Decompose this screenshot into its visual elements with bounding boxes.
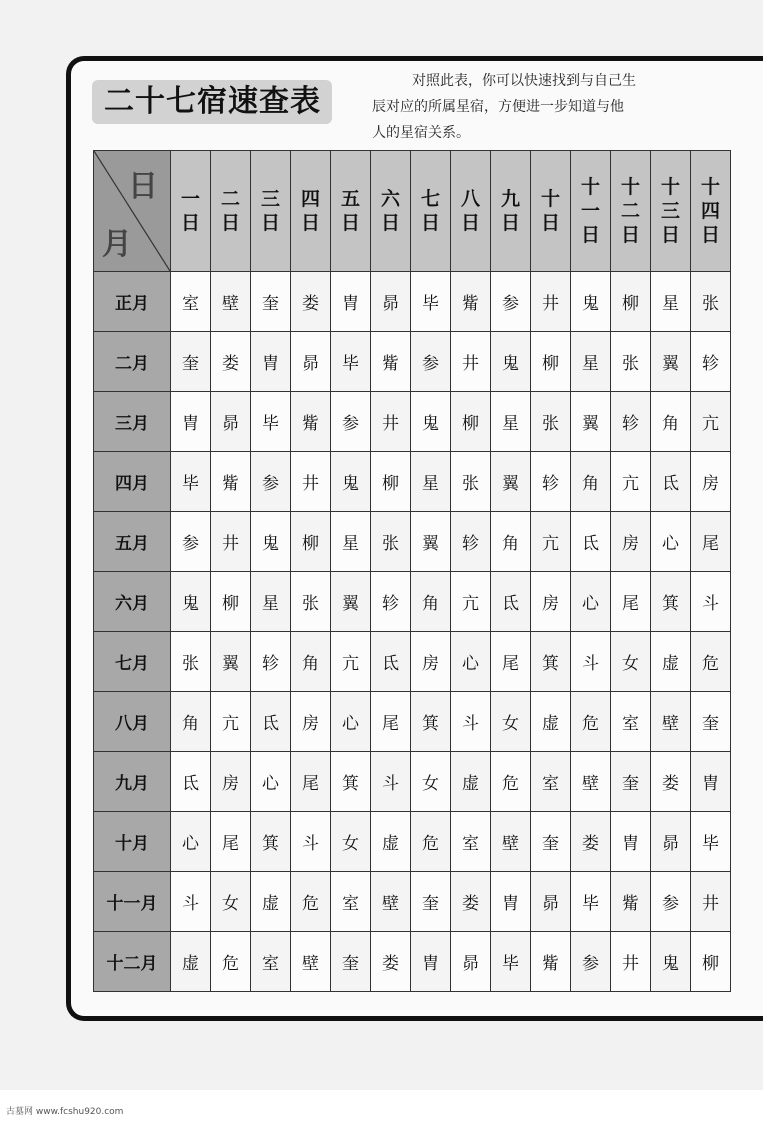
mansion-cell: 娄: [451, 872, 491, 932]
month-header: 六月: [94, 572, 171, 632]
mansion-cell: 角: [491, 512, 531, 572]
day-header-label: 十一日: [580, 176, 600, 246]
mansion-cell: 柳: [611, 272, 651, 332]
mansion-cell: 轸: [451, 512, 491, 572]
mansion-cell: 昴: [291, 332, 331, 392]
description-line: 人的星宿关系。: [372, 125, 470, 141]
mansion-cell: 张: [531, 392, 571, 452]
day-header-label: 六日: [380, 188, 400, 234]
table-row: [94, 692, 731, 752]
mansion-cell: 张: [611, 332, 651, 392]
mansion-cell: 轸: [251, 632, 291, 692]
mansion-cell: 轸: [531, 452, 571, 512]
description-line: 对照此表，你可以快速找到与自己生: [412, 73, 636, 89]
month-header: 正月: [94, 272, 171, 332]
mansion-cell: 尾: [291, 752, 331, 812]
table-row: [94, 812, 731, 872]
mansion-cell: 虚: [171, 932, 211, 992]
month-header: 二月: [94, 332, 171, 392]
mansion-cell: 壁: [491, 812, 531, 872]
mansion-cell: 女: [411, 752, 451, 812]
mansion-cell: 角: [411, 572, 451, 632]
day-header-label: 七日: [420, 188, 440, 234]
mansion-cell: 室: [251, 932, 291, 992]
mansion-cell: 井: [611, 932, 651, 992]
mansion-cell: 鬼: [251, 512, 291, 572]
mansion-cell: 亢: [331, 632, 371, 692]
mansion-cell: 虚: [251, 872, 291, 932]
mansion-cell: 奎: [171, 332, 211, 392]
day-header: [491, 151, 531, 272]
table-row: [94, 932, 731, 992]
table-row: [94, 452, 731, 512]
mansion-cell: 氐: [171, 752, 211, 812]
mansion-cell: 星: [491, 392, 531, 452]
mansion-cell: 井: [211, 512, 251, 572]
mansion-cell: 星: [251, 572, 291, 632]
corner-day-label: 日: [128, 169, 158, 204]
month-header: 三月: [94, 392, 171, 452]
month-header: 十一月: [94, 872, 171, 932]
mansion-cell: 角: [291, 632, 331, 692]
mansion-cell: 危: [291, 872, 331, 932]
mansion-cell: 张: [451, 452, 491, 512]
day-header: [411, 151, 451, 272]
mansion-cell: 房: [411, 632, 451, 692]
mansion-cell: 箕: [251, 812, 291, 872]
day-header: [171, 151, 211, 272]
mansion-cell: 斗: [691, 572, 731, 632]
mansion-cell: 女: [211, 872, 251, 932]
mansion-cell: 鬼: [491, 332, 531, 392]
mansion-cell: 鬼: [171, 572, 211, 632]
mansion-cell: 参: [171, 512, 211, 572]
mansion-cell: 房: [531, 572, 571, 632]
mansion-cell: 危: [691, 632, 731, 692]
day-header-label: 二日: [220, 188, 240, 234]
mansion-cell: 参: [651, 872, 691, 932]
mansion-cell: 壁: [571, 752, 611, 812]
mansion-cell: 胄: [251, 332, 291, 392]
mansion-cell: 虚: [651, 632, 691, 692]
mansion-cell: 氐: [251, 692, 291, 752]
mansion-cell: 危: [571, 692, 611, 752]
day-header-label: 十日: [540, 188, 560, 234]
day-header-label: 十二日: [620, 176, 640, 246]
mansion-cell: 毕: [331, 332, 371, 392]
mansion-cell: 女: [611, 632, 651, 692]
mansion-cell: 柳: [451, 392, 491, 452]
mansion-cell: 星: [651, 272, 691, 332]
mansion-cell: 张: [691, 272, 731, 332]
mansion-cell: 轸: [611, 392, 651, 452]
mansion-cell: 参: [571, 932, 611, 992]
mansion-cell: 柳: [691, 932, 731, 992]
mansion-cell: 室: [171, 272, 211, 332]
mansion-cell: 昴: [531, 872, 571, 932]
mansion-cell: 觜: [291, 392, 331, 452]
mansion-cell: 毕: [171, 452, 211, 512]
day-header-label: 五日: [340, 188, 360, 234]
mansion-cell: 女: [491, 692, 531, 752]
mansion-cell: 亢: [531, 512, 571, 572]
month-header: 七月: [94, 632, 171, 692]
mansion-cell: 壁: [371, 872, 411, 932]
mansion-cell: 虚: [371, 812, 411, 872]
mansion-cell: 亢: [451, 572, 491, 632]
mansion-cell: 参: [331, 392, 371, 452]
mansion-cell: 心: [451, 632, 491, 692]
mansion-cell: 鬼: [571, 272, 611, 332]
mansion-cell: 鬼: [331, 452, 371, 512]
mansion-cell: 角: [571, 452, 611, 512]
mansion-cell: 房: [211, 752, 251, 812]
mansion-cell: 室: [331, 872, 371, 932]
day-header-label: 十三日: [660, 176, 680, 246]
mansion-cell: 翼: [651, 332, 691, 392]
day-header: [251, 151, 291, 272]
mansion-cell: 毕: [571, 872, 611, 932]
mansion-cell: 觜: [451, 272, 491, 332]
mansion-cell: 尾: [371, 692, 411, 752]
mansion-cell: 昴: [371, 272, 411, 332]
description-line: 辰对应的所属星宿，方便进一步知道与他: [372, 99, 624, 115]
mansion-cell: 心: [171, 812, 211, 872]
mansion-cell: 箕: [651, 572, 691, 632]
mansion-cell: 危: [491, 752, 531, 812]
day-header-label: 四日: [300, 188, 320, 234]
mansion-cell: 娄: [571, 812, 611, 872]
day-header-label: 十四日: [700, 176, 720, 246]
day-header: [571, 151, 611, 272]
mansion-cell: 尾: [611, 572, 651, 632]
frame-corner: [740, 56, 763, 61]
mansion-cell: 虚: [451, 752, 491, 812]
mansion-cell: 奎: [611, 752, 651, 812]
mansion-cell: 危: [411, 812, 451, 872]
mansion-cell: 张: [291, 572, 331, 632]
mansion-cell: 昴: [451, 932, 491, 992]
corner-month-label: 月: [102, 227, 132, 262]
mansion-cell: 毕: [411, 272, 451, 332]
mansion-cell: 井: [531, 272, 571, 332]
table-row: [94, 392, 731, 452]
mansion-cell: 觜: [531, 932, 571, 992]
mansion-cell: 箕: [531, 632, 571, 692]
day-header: [451, 151, 491, 272]
source-watermark: 古墓网 www.fcshu920.com: [6, 1107, 124, 1117]
mansion-cell: 张: [171, 632, 211, 692]
month-header: 十月: [94, 812, 171, 872]
mansion-cell: 鬼: [411, 392, 451, 452]
mansion-cell: 房: [691, 452, 731, 512]
mansion-cell: 角: [651, 392, 691, 452]
table-row: [94, 872, 731, 932]
mansion-cell: 娄: [291, 272, 331, 332]
table-row: [94, 272, 731, 332]
mansion-cell: 斗: [371, 752, 411, 812]
day-header-label: 九日: [500, 188, 520, 234]
mansion-cell: 女: [331, 812, 371, 872]
mansion-cell: 翼: [411, 512, 451, 572]
mansion-cell: 尾: [691, 512, 731, 572]
mansion-cell: 娄: [211, 332, 251, 392]
mansion-cell: 柳: [211, 572, 251, 632]
mansion-cell: 心: [251, 752, 291, 812]
mansion-cell: 参: [411, 332, 451, 392]
lookup-table: [93, 150, 731, 992]
mansion-cell: 觜: [611, 872, 651, 932]
mansion-cell: 尾: [491, 632, 531, 692]
table-body: [94, 272, 731, 992]
day-header: [291, 151, 331, 272]
mansion-cell: 翼: [211, 632, 251, 692]
mansion-cell: 轸: [371, 572, 411, 632]
mansion-cell: 氐: [491, 572, 531, 632]
mansion-cell: 氐: [371, 632, 411, 692]
mansion-cell: 井: [291, 452, 331, 512]
table-row: [94, 752, 731, 812]
month-header: 八月: [94, 692, 171, 752]
mansion-cell: 娄: [651, 752, 691, 812]
table-row: [94, 632, 731, 692]
mansion-cell: 柳: [291, 512, 331, 572]
mansion-cell: 娄: [371, 932, 411, 992]
mansion-cell: 觜: [371, 332, 411, 392]
mansion-cell: 危: [211, 932, 251, 992]
day-header: [611, 151, 651, 272]
mansion-cell: 亢: [211, 692, 251, 752]
mansion-cell: 昴: [651, 812, 691, 872]
mansion-cell: 斗: [171, 872, 211, 932]
day-header: [211, 151, 251, 272]
mansion-cell: 奎: [411, 872, 451, 932]
month-header: 四月: [94, 452, 171, 512]
mansion-cell: 氐: [651, 452, 691, 512]
day-header: [531, 151, 571, 272]
month-header: 五月: [94, 512, 171, 572]
day-header: [331, 151, 371, 272]
mansion-cell: 室: [451, 812, 491, 872]
mansion-cell: 亢: [611, 452, 651, 512]
mansion-cell: 井: [451, 332, 491, 392]
mansion-cell: 斗: [451, 692, 491, 752]
mansion-cell: 轸: [691, 332, 731, 392]
mansion-cell: 奎: [331, 932, 371, 992]
mansion-cell: 胄: [411, 932, 451, 992]
mansion-cell: 尾: [211, 812, 251, 872]
table-row: [94, 512, 731, 572]
day-header: [691, 151, 731, 272]
day-header-label: 一日: [180, 188, 200, 234]
mansion-cell: 心: [331, 692, 371, 752]
day-header-label: 三日: [260, 188, 280, 234]
mansion-cell: 柳: [371, 452, 411, 512]
day-header: [371, 151, 411, 272]
day-header: [651, 151, 691, 272]
mansion-cell: 壁: [651, 692, 691, 752]
mansion-cell: 毕: [691, 812, 731, 872]
mansion-cell: 箕: [331, 752, 371, 812]
mansion-cell: 张: [371, 512, 411, 572]
mansion-cell: 胄: [491, 872, 531, 932]
mansion-cell: 氐: [571, 512, 611, 572]
mansion-cell: 角: [171, 692, 211, 752]
mansion-cell: 壁: [211, 272, 251, 332]
corner-cell: [94, 151, 171, 272]
mansion-cell: 觜: [211, 452, 251, 512]
day-header-label: 八日: [460, 188, 480, 234]
mansion-cell: 井: [371, 392, 411, 452]
mansion-cell: 房: [611, 512, 651, 572]
mansion-cell: 斗: [571, 632, 611, 692]
mansion-cell: 室: [531, 752, 571, 812]
mansion-cell: 昴: [211, 392, 251, 452]
mansion-cell: 心: [571, 572, 611, 632]
mansion-cell: 胄: [611, 812, 651, 872]
mansion-cell: 奎: [691, 692, 731, 752]
table-row: [94, 332, 731, 392]
description: [372, 68, 712, 146]
month-header: 九月: [94, 752, 171, 812]
mansion-cell: 鬼: [651, 932, 691, 992]
mansion-cell: 星: [571, 332, 611, 392]
mansion-cell: 井: [691, 872, 731, 932]
mansion-cell: 胄: [171, 392, 211, 452]
mansion-cell: 胄: [691, 752, 731, 812]
mansion-cell: 心: [651, 512, 691, 572]
mansion-cell: 亢: [691, 392, 731, 452]
mansion-cell: 室: [611, 692, 651, 752]
table-row: [94, 572, 731, 632]
mansion-cell: 箕: [411, 692, 451, 752]
day-header-row: [94, 151, 731, 272]
mansion-cell: 柳: [531, 332, 571, 392]
mansion-cell: 翼: [571, 392, 611, 452]
mansion-cell: 奎: [251, 272, 291, 332]
mansion-cell: 翼: [331, 572, 371, 632]
mansion-cell: 星: [411, 452, 451, 512]
mansion-cell: 虚: [531, 692, 571, 752]
mansion-cell: 毕: [491, 932, 531, 992]
mansion-cell: 胄: [331, 272, 371, 332]
mansion-cell: 房: [291, 692, 331, 752]
mansion-cell: 参: [491, 272, 531, 332]
mansion-cell: 奎: [531, 812, 571, 872]
month-header: 十二月: [94, 932, 171, 992]
page-title: 二十七宿速查表: [104, 84, 321, 119]
mansion-cell: 星: [331, 512, 371, 572]
mansion-cell: 斗: [291, 812, 331, 872]
mansion-cell: 参: [251, 452, 291, 512]
mansion-cell: 毕: [251, 392, 291, 452]
mansion-cell: 壁: [291, 932, 331, 992]
mansion-cell: 翼: [491, 452, 531, 512]
